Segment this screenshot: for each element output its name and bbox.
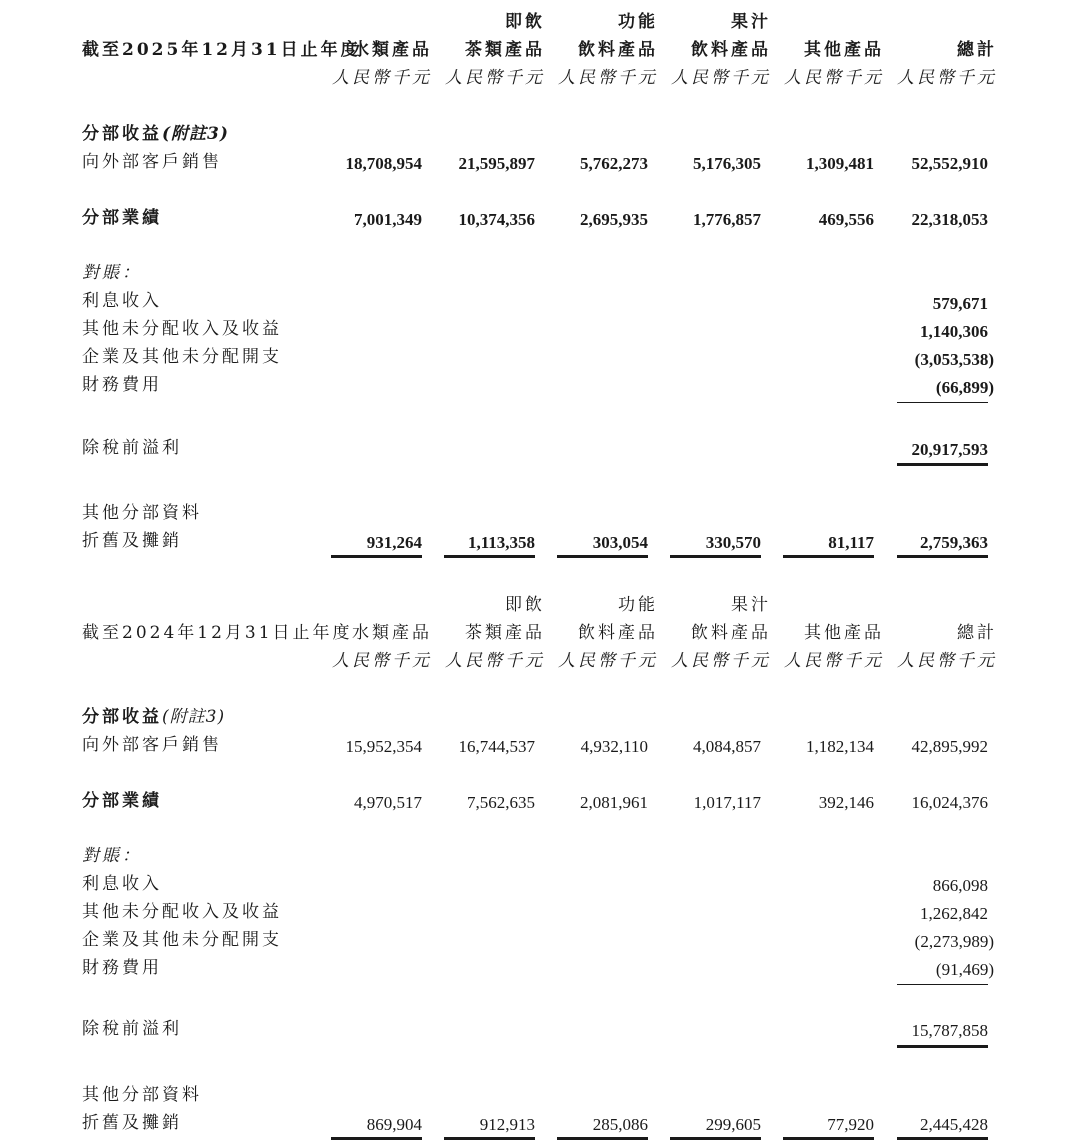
col-unit: 人民幣千元 <box>784 68 884 88</box>
col-unit: 人民幣千元 <box>445 68 545 88</box>
finance-costs-label: 財務費用 <box>82 958 162 978</box>
total-rule <box>897 1045 988 1048</box>
col-unit: 人民幣千元 <box>897 651 997 671</box>
total-rule <box>331 555 422 558</box>
total-rule <box>557 555 648 558</box>
results-value: 469,556 <box>818 210 874 229</box>
col-top-label: 即飲 <box>505 595 545 615</box>
col-top-label: 果汁 <box>731 595 771 615</box>
depreciation-value: 81,117 <box>828 533 874 552</box>
other-income-value: 1,262,842 <box>920 904 988 923</box>
revenue-heading: 分部收益(附註3) <box>82 707 226 727</box>
finance-costs-value: (91,469) <box>935 960 994 979</box>
col-unit: 人民幣千元 <box>897 68 997 88</box>
col-header: 其他產品 <box>804 40 884 60</box>
col-header: 飲料產品 <box>691 623 771 643</box>
depreciation-value: 303,054 <box>592 533 648 552</box>
subtotal-rule <box>897 984 988 985</box>
profit-before-tax-label: 除稅前溢利 <box>82 1019 182 1039</box>
corporate-expenses-label: 企業及其他未分配開支 <box>82 347 282 367</box>
depreciation-value: 285,086 <box>592 1115 648 1134</box>
results-value: 16,024,376 <box>911 793 988 812</box>
results-value: 22,318,053 <box>911 210 988 229</box>
interest-label: 利息收入 <box>82 291 162 311</box>
depreciation-value: 869,904 <box>366 1115 422 1134</box>
other-income-value: 1,140,306 <box>920 322 988 341</box>
finance-costs-value: (66,899) <box>935 378 994 397</box>
sales-value: 5,762,273 <box>580 154 648 173</box>
col-header: 其他產品 <box>804 623 884 643</box>
finance-costs-label: 財務費用 <box>82 375 162 395</box>
total-rule <box>557 1137 648 1140</box>
col-header: 飲料產品 <box>691 40 771 60</box>
total-rule <box>444 1137 535 1140</box>
col-header: 飲料產品 <box>578 40 658 60</box>
interest-value: 866,098 <box>932 876 988 895</box>
other-income-label: 其他未分配收入及收益 <box>82 319 282 339</box>
total-rule <box>670 1137 761 1140</box>
col-header: 總計 <box>957 40 997 60</box>
sales-value: 4,084,857 <box>693 737 761 756</box>
sales-value: 16,744,537 <box>458 737 535 756</box>
total-rule <box>331 1137 422 1140</box>
col-header: 水類產品 <box>352 623 432 643</box>
results-value: 4,970,517 <box>354 793 422 812</box>
depreciation-value: 330,570 <box>705 533 761 552</box>
sales-value: 1,182,134 <box>806 737 874 756</box>
reconciliation-heading: 對賬： <box>82 846 142 866</box>
sales-value: 18,708,954 <box>345 154 422 173</box>
col-header: 總計 <box>957 623 997 643</box>
profit-before-tax-label: 除稅前溢利 <box>82 438 182 458</box>
depreciation-value: 2,445,428 <box>920 1115 988 1134</box>
depreciation-label: 折舊及攤銷 <box>82 1113 182 1133</box>
depreciation-value: 2,759,363 <box>920 533 988 552</box>
col-unit: 人民幣千元 <box>784 651 884 671</box>
depreciation-value: 1,113,358 <box>467 533 535 552</box>
col-top-label: 即飲 <box>505 12 545 32</box>
sales-value: 52,552,910 <box>911 154 988 173</box>
interest-label: 利息收入 <box>82 874 162 894</box>
sales-label: 向外部客戶銷售 <box>82 152 222 172</box>
col-unit: 人民幣千元 <box>445 651 545 671</box>
period-label: 截至2025年12月31日止年度 <box>82 40 361 60</box>
subtotal-rule <box>897 402 988 403</box>
depreciation-value: 912,913 <box>479 1115 535 1134</box>
corporate-expenses-label: 企業及其他未分配開支 <box>82 930 282 950</box>
sales-value: 21,595,897 <box>458 154 535 173</box>
results-value: 1,776,857 <box>693 210 761 229</box>
corporate-expenses-value: (3,053,538) <box>914 350 994 369</box>
results-value: 10,374,356 <box>458 210 535 229</box>
col-header: 飲料產品 <box>578 623 658 643</box>
corporate-expenses-value: (2,273,989) <box>914 932 994 951</box>
total-rule <box>444 555 535 558</box>
col-unit: 人民幣千元 <box>332 651 432 671</box>
interest-value: 579,671 <box>932 294 988 313</box>
results-value: 2,081,961 <box>580 793 648 812</box>
depreciation-value: 931,264 <box>366 533 422 552</box>
results-label: 分部業績 <box>82 208 162 228</box>
sales-value: 5,176,305 <box>693 154 761 173</box>
col-unit: 人民幣千元 <box>558 651 658 671</box>
total-rule <box>897 555 988 558</box>
col-unit: 人民幣千元 <box>671 68 771 88</box>
total-rule <box>670 555 761 558</box>
col-unit: 人民幣千元 <box>558 68 658 88</box>
results-value: 1,017,117 <box>693 793 761 812</box>
col-top-label: 功能 <box>618 12 658 32</box>
revenue-heading: 分部收益(附註3) <box>82 124 229 144</box>
depreciation-value: 299,605 <box>705 1115 761 1134</box>
total-rule <box>897 463 988 466</box>
other-segment-info-label: 其他分部資料 <box>82 503 202 523</box>
profit-before-tax-value: 20,917,593 <box>911 440 988 459</box>
profit-before-tax-value: 15,787,858 <box>911 1021 988 1040</box>
col-unit: 人民幣千元 <box>332 68 432 88</box>
results-value: 7,001,349 <box>354 210 422 229</box>
total-rule <box>783 555 874 558</box>
sales-value: 42,895,992 <box>911 737 988 756</box>
sales-value: 4,932,110 <box>580 737 648 756</box>
col-top-label: 果汁 <box>731 12 771 32</box>
total-rule <box>897 1137 988 1140</box>
col-header: 茶類產品 <box>465 40 545 60</box>
sales-label: 向外部客戶銷售 <box>82 735 222 755</box>
results-value: 2,695,935 <box>580 210 648 229</box>
col-unit: 人民幣千元 <box>671 651 771 671</box>
depreciation-label: 折舊及攤銷 <box>82 531 182 551</box>
col-top-label: 功能 <box>618 595 658 615</box>
sales-value: 1,309,481 <box>806 154 874 173</box>
results-value: 7,562,635 <box>467 793 535 812</box>
sales-value: 15,952,354 <box>345 737 422 756</box>
other-income-label: 其他未分配收入及收益 <box>82 902 282 922</box>
results-value: 392,146 <box>818 793 874 812</box>
other-segment-info-label: 其他分部資料 <box>82 1085 202 1105</box>
results-label: 分部業績 <box>82 791 162 811</box>
col-header: 茶類產品 <box>465 623 545 643</box>
total-rule <box>783 1137 874 1140</box>
depreciation-value: 77,920 <box>827 1115 874 1134</box>
col-header: 水類產品 <box>352 40 432 60</box>
reconciliation-heading: 對賬： <box>82 263 142 283</box>
period-label: 截至2024年12月31日止年度 <box>82 623 353 643</box>
